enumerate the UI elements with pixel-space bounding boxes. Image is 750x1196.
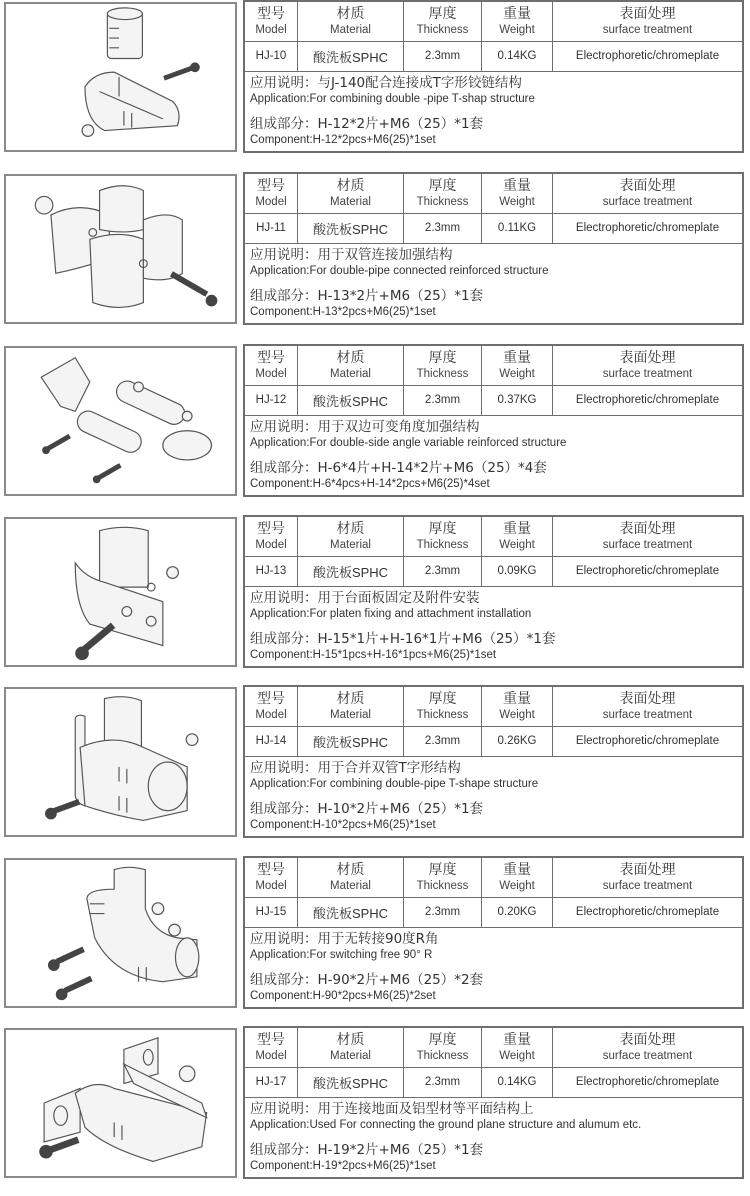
application-zh: 应用说明：用于连接地面及铝型材等平面结构上	[250, 1101, 534, 1117]
pipe-joint-icon	[6, 4, 235, 150]
weight-value: 0.20KG	[497, 906, 537, 918]
application-en: Application:For combining double -pipe T-shap structure	[250, 93, 535, 105]
material-value: 酸洗板SPHC	[312, 905, 389, 921]
header-model-en: Model	[255, 1049, 287, 1062]
component-en: Component:H-10*2pcs+M6(25)*1set	[250, 819, 436, 831]
thickness-value: 2.3mm	[424, 735, 461, 747]
material-value: 酸洗板SPHC	[312, 221, 389, 237]
header-material-zh: 材质	[336, 349, 365, 366]
header-thickness-zh: 厚度	[428, 520, 457, 537]
header-weight-en: Weight	[499, 367, 535, 380]
header-thickness-zh: 厚度	[428, 177, 457, 194]
surface-value: Electrophoretic/chromeplate	[575, 222, 720, 234]
header-material-en: Material	[330, 367, 371, 380]
header-thickness-zh: 厚度	[428, 5, 457, 22]
product-image	[4, 174, 237, 324]
angle-bracket-icon	[6, 348, 235, 494]
product-image	[4, 858, 237, 1008]
component-en: Component:H-13*2pcs+M6(25)*1set	[250, 306, 436, 318]
thickness-value: 2.3mm	[424, 222, 461, 234]
application-zh: 应用说明：与J-140配合连接成T字形铰链结构	[250, 75, 522, 91]
header-surface-en: surface treatment	[602, 195, 693, 208]
thickness-value: 2.3mm	[424, 906, 461, 918]
product-block-hj10	[0, 0, 750, 154]
surface-value: Electrophoretic/chromeplate	[575, 394, 720, 406]
header-material-en: Material	[330, 195, 371, 208]
header-weight-zh: 重量	[503, 520, 531, 537]
header-thickness-en: Thickness	[416, 1049, 469, 1062]
header-surface-en: surface treatment	[602, 23, 693, 36]
header-thickness-en: Thickness	[416, 708, 469, 721]
header-thickness-zh: 厚度	[428, 349, 457, 366]
header-model-zh: 型号	[257, 177, 285, 194]
header-material-zh: 材质	[336, 520, 365, 537]
product-image	[4, 1028, 237, 1178]
header-surface-en: surface treatment	[602, 879, 693, 892]
header-model-zh: 型号	[257, 520, 285, 537]
component-zh: 组成部分：H-12*2片+M6（25）*1套	[250, 116, 484, 132]
thickness-value: 2.3mm	[424, 50, 461, 62]
header-surface-zh: 表面处理	[619, 1031, 676, 1048]
spec-table	[243, 515, 744, 668]
header-material-en: Material	[330, 23, 371, 36]
header-surface-en: surface treatment	[602, 367, 693, 380]
header-surface-zh: 表面处理	[619, 520, 676, 537]
elbow-joint-icon	[6, 860, 235, 1006]
header-material-en: Material	[330, 538, 371, 551]
header-surface-en: surface treatment	[602, 708, 693, 721]
header-weight-en: Weight	[499, 195, 535, 208]
component-zh: 组成部分：H-90*2片+M6（25）*2套	[250, 972, 484, 988]
spec-table	[243, 1026, 744, 1179]
spec-table	[243, 856, 744, 1009]
header-material-en: Material	[330, 879, 371, 892]
model-value: HJ-15	[255, 906, 287, 918]
product-image	[4, 2, 237, 152]
header-model-en: Model	[255, 538, 287, 551]
header-material-en: Material	[330, 708, 371, 721]
model-value: HJ-14	[255, 735, 287, 747]
thickness-value: 2.3mm	[424, 394, 461, 406]
header-surface-en: surface treatment	[602, 1049, 693, 1062]
component-zh: 组成部分：H-15*1片+H-16*1片+M6（25）*1套	[250, 631, 556, 647]
component-zh: 组成部分：H-6*4片+H-14*2片+M6（25）*4套	[250, 460, 547, 476]
header-thickness-zh: 厚度	[428, 1031, 457, 1048]
component-en: Component:H-6*4pcs+H-14*2pcs+M6(25)*4set	[250, 478, 490, 490]
header-weight-en: Weight	[499, 879, 535, 892]
header-thickness-en: Thickness	[416, 879, 469, 892]
header-thickness-zh: 厚度	[428, 861, 457, 878]
product-image	[4, 687, 237, 837]
header-thickness-en: Thickness	[416, 23, 469, 36]
header-material-zh: 材质	[336, 5, 365, 22]
weight-value: 0.14KG	[497, 50, 537, 62]
spec-table	[243, 344, 744, 497]
header-surface-zh: 表面处理	[619, 861, 676, 878]
component-zh: 组成部分：H-19*2片+M6（25）*1套	[250, 1142, 484, 1158]
thickness-value: 2.3mm	[424, 565, 461, 577]
product-block-hj13	[0, 515, 750, 669]
header-weight-zh: 重量	[503, 690, 531, 707]
weight-value: 0.26KG	[497, 735, 537, 747]
header-model-en: Model	[255, 367, 287, 380]
header-model-zh: 型号	[257, 5, 285, 22]
material-value: 酸洗板SPHC	[312, 1075, 389, 1091]
component-en: Component:H-15*1pcs+H-16*1pcs+M6(25)*1set	[250, 649, 497, 661]
header-weight-zh: 重量	[503, 861, 531, 878]
header-model-zh: 型号	[257, 1031, 285, 1048]
application-en: Application:For platen fixing and attachment installation	[250, 608, 532, 620]
weight-value: 0.09KG	[497, 565, 537, 577]
header-material-zh: 材质	[336, 690, 365, 707]
component-en: Component:H-90*2pcs+M6(25)*2set	[250, 990, 436, 1002]
application-en: Application:For double-pipe connected reinforced structure	[250, 265, 549, 277]
spec-table	[243, 0, 744, 153]
weight-value: 0.37KG	[497, 394, 537, 406]
header-thickness-en: Thickness	[416, 367, 469, 380]
header-model-en: Model	[255, 195, 287, 208]
header-thickness-en: Thickness	[416, 538, 469, 551]
header-weight-en: Weight	[499, 708, 535, 721]
double-pipe-clamp-icon	[6, 176, 235, 322]
model-value: HJ-11	[256, 222, 286, 234]
material-value: 酸洗板SPHC	[312, 49, 389, 65]
header-material-en: Material	[330, 1049, 371, 1062]
weight-value: 0.11KG	[497, 222, 537, 234]
header-model-en: Model	[255, 879, 287, 892]
application-en: Application:For double-side angle variable reinforced structure	[250, 437, 567, 449]
header-weight-en: Weight	[499, 1049, 535, 1062]
application-en: Application:For combining double-pipe T-shape structure	[250, 778, 539, 790]
model-value: HJ-12	[255, 394, 287, 406]
model-value: HJ-10	[255, 50, 287, 62]
header-thickness-zh: 厚度	[428, 690, 457, 707]
spec-table	[243, 685, 744, 838]
header-surface-zh: 表面处理	[619, 5, 676, 22]
header-weight-en: Weight	[499, 538, 535, 551]
header-model-en: Model	[255, 23, 287, 36]
floor-mount-joint-icon	[6, 1030, 235, 1176]
surface-value: Electrophoretic/chromeplate	[575, 906, 720, 918]
component-en: Component:H-12*2pcs+M6(25)*1set	[250, 134, 436, 146]
product-image	[4, 517, 237, 667]
product-block-hj15	[0, 856, 750, 1010]
header-model-zh: 型号	[257, 861, 285, 878]
application-zh: 应用说明：用于无转接90度R角	[250, 931, 439, 947]
application-zh: 应用说明：用于双管连接加强结构	[250, 247, 453, 263]
platen-clamp-icon	[6, 519, 235, 665]
header-material-zh: 材质	[336, 1031, 365, 1048]
surface-value: Electrophoretic/chromeplate	[575, 50, 720, 62]
thickness-value: 2.3mm	[424, 1076, 461, 1088]
header-thickness-en: Thickness	[416, 195, 469, 208]
product-block-hj11	[0, 172, 750, 326]
model-value: HJ-17	[255, 1076, 287, 1088]
header-weight-zh: 重量	[503, 177, 531, 194]
header-model-zh: 型号	[257, 690, 285, 707]
application-en: Application:For switching free 90° R	[250, 949, 433, 961]
application-zh: 应用说明：用于台面板固定及附件安装	[250, 590, 480, 606]
header-weight-zh: 重量	[503, 5, 531, 22]
header-surface-en: surface treatment	[602, 538, 693, 551]
header-material-zh: 材质	[336, 177, 365, 194]
model-value: HJ-13	[255, 565, 287, 577]
header-surface-zh: 表面处理	[619, 349, 676, 366]
material-value: 酸洗板SPHC	[312, 393, 389, 409]
header-surface-zh: 表面处理	[619, 177, 676, 194]
application-en: Application:Used For connecting the ground plane structure and alumum etc.	[250, 1119, 642, 1131]
component-zh: 组成部分：H-10*2片+M6（25）*1套	[250, 801, 484, 817]
header-weight-zh: 重量	[503, 349, 531, 366]
product-image	[4, 346, 237, 496]
application-zh: 应用说明：用于双边可变角度加强结构	[250, 419, 480, 435]
weight-value: 0.14KG	[497, 1076, 537, 1088]
product-block-hj17	[0, 1026, 750, 1180]
component-zh: 组成部分：H-13*2片+M6（25）*1套	[250, 288, 484, 304]
surface-value: Electrophoretic/chromeplate	[575, 565, 720, 577]
product-block-hj12	[0, 344, 750, 498]
header-weight-en: Weight	[499, 23, 535, 36]
product-block-hj14	[0, 685, 750, 839]
header-model-en: Model	[255, 708, 287, 721]
application-zh: 应用说明：用于合并双管T字形结构	[250, 760, 461, 776]
header-material-zh: 材质	[336, 861, 365, 878]
header-weight-zh: 重量	[503, 1031, 531, 1048]
header-surface-zh: 表面处理	[619, 690, 676, 707]
surface-value: Electrophoretic/chromeplate	[575, 735, 720, 747]
component-en: Component:H-19*2pcs+M6(25)*1set	[250, 1160, 436, 1172]
spec-table	[243, 172, 744, 325]
surface-value: Electrophoretic/chromeplate	[575, 1076, 720, 1088]
t-shape-joint-icon	[6, 689, 235, 835]
material-value: 酸洗板SPHC	[312, 564, 389, 580]
header-model-zh: 型号	[257, 349, 285, 366]
material-value: 酸洗板SPHC	[312, 734, 389, 750]
